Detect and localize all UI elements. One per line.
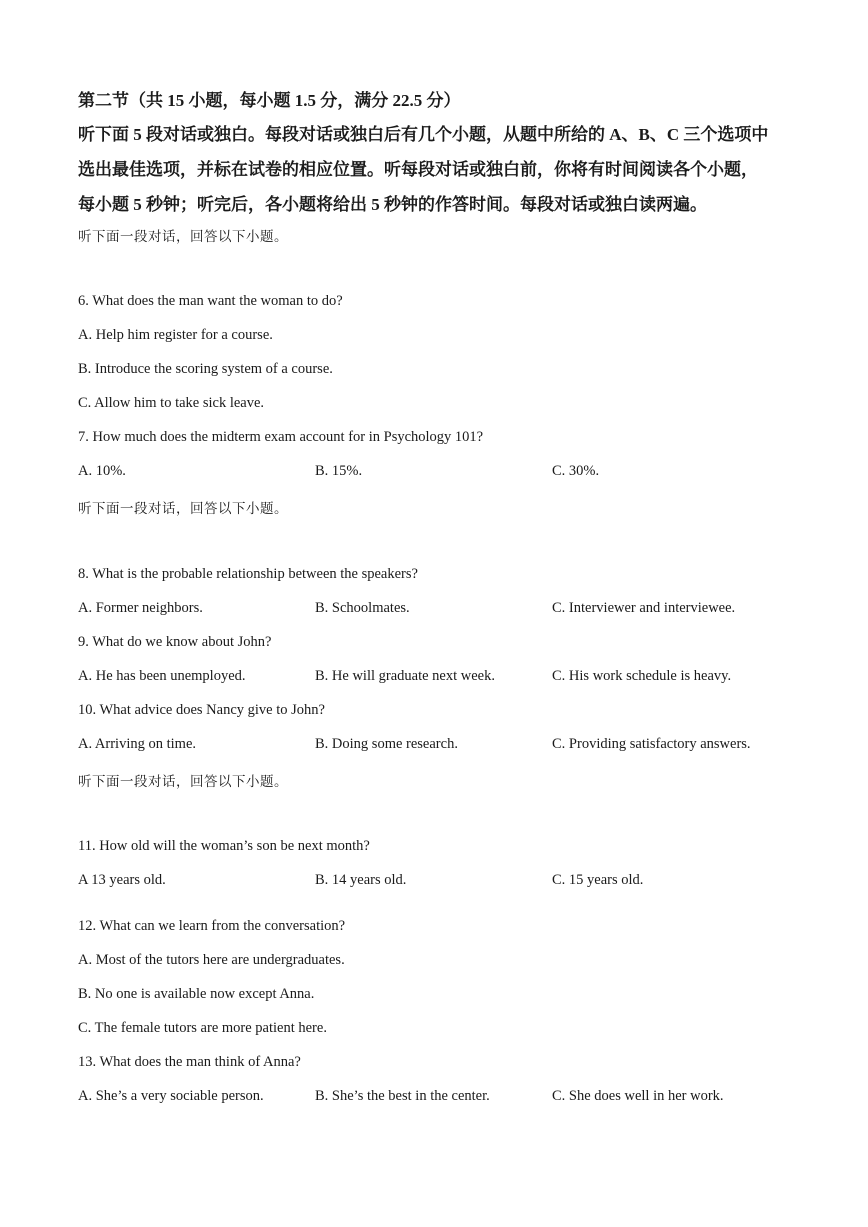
question-11-option-c: C. 15 years old.	[552, 872, 644, 888]
question-7-options	[78, 463, 798, 483]
question-11-option-a: A 13 years old.	[78, 872, 166, 888]
instructions-line-1: 听下面 5 段对话或独白。每段对话或独白后有几个小题，从题中所给的 A、B、C 三个选项中	[78, 125, 769, 144]
question-13-option-c: C. She does well in her work.	[552, 1088, 724, 1104]
question-9-options	[78, 668, 798, 688]
question-7-option-a: A. 10%.	[78, 463, 126, 479]
question-11-options	[78, 872, 798, 892]
section-title: 第二节（共 15 小题，每小题 1.5 分，满分 22.5 分）	[78, 91, 461, 110]
question-6-option-b: B. Introduce the scoring system of a course.	[78, 361, 333, 377]
question-6: 6. What does the man want the woman to do?	[78, 293, 343, 309]
question-10: 10. What advice does Nancy give to John?	[78, 702, 325, 718]
question-13: 13. What does the man think of Anna?	[78, 1054, 301, 1070]
question-11-option-b: B. 14 years old.	[315, 872, 407, 888]
question-10-option-a: A. Arriving on time.	[78, 736, 197, 752]
question-10-option-c: C. Providing satisfactory answers.	[552, 736, 751, 752]
dialogue-note: 听下面一段对话，回答以下小题。	[78, 229, 288, 244]
instructions-line-3: 每小题 5 秒钟；听完后，各小题将给出 5 秒钟的作答时间。每段对话或独白读两遍。	[78, 195, 707, 214]
question-13-options	[78, 1088, 798, 1108]
dialogue-note: 听下面一段对话，回答以下小题。	[78, 774, 288, 789]
question-10-options	[78, 736, 798, 756]
question-9: 9. What do we know about John?	[78, 634, 272, 650]
question-11: 11. How old will the woman’s son be next month?	[78, 838, 370, 854]
question-7-option-b: B. 15%.	[315, 463, 363, 479]
question-8: 8. What is the probable relationship between the speakers?	[78, 566, 418, 582]
question-8-option-b: B. Schoolmates.	[315, 600, 410, 616]
question-7: 7. How much does the midterm exam account for in Psychology 101?	[78, 429, 484, 445]
question-12-option-a: A. Most of the tutors here are undergraduates.	[78, 952, 345, 968]
question-9-option-a: A. He has been unemployed.	[78, 668, 246, 684]
instructions-line-2: 选出最佳选项，并标在试卷的相应位置。听每段对话或独白前，你将有时间阅读各个小题，	[78, 160, 758, 179]
question-13-option-a: A. She’s a very sociable person.	[78, 1088, 264, 1104]
question-8-option-a: A. Former neighbors.	[78, 600, 203, 616]
question-9-option-b: B. He will graduate next week.	[315, 668, 495, 684]
question-8-option-c: C. Interviewer and interviewee.	[552, 600, 736, 616]
question-12-option-b: B. No one is available now except Anna.	[78, 986, 315, 1002]
question-6-option-c: C. Allow him to take sick leave.	[78, 395, 265, 411]
question-12-option-c: C. The female tutors are more patient here.	[78, 1020, 327, 1036]
question-7-option-c: C. 30%.	[552, 463, 600, 479]
question-8-options	[78, 600, 798, 620]
dialogue-note: 听下面一段对话，回答以下小题。	[78, 501, 288, 516]
question-6-option-a: A. Help him register for a course.	[78, 327, 273, 343]
question-10-option-b: B. Doing some research.	[315, 736, 458, 752]
question-9-option-c: C. His work schedule is heavy.	[552, 668, 732, 684]
question-12: 12. What can we learn from the conversation?	[78, 918, 346, 934]
question-13-option-b: B. She’s the best in the center.	[315, 1088, 490, 1104]
